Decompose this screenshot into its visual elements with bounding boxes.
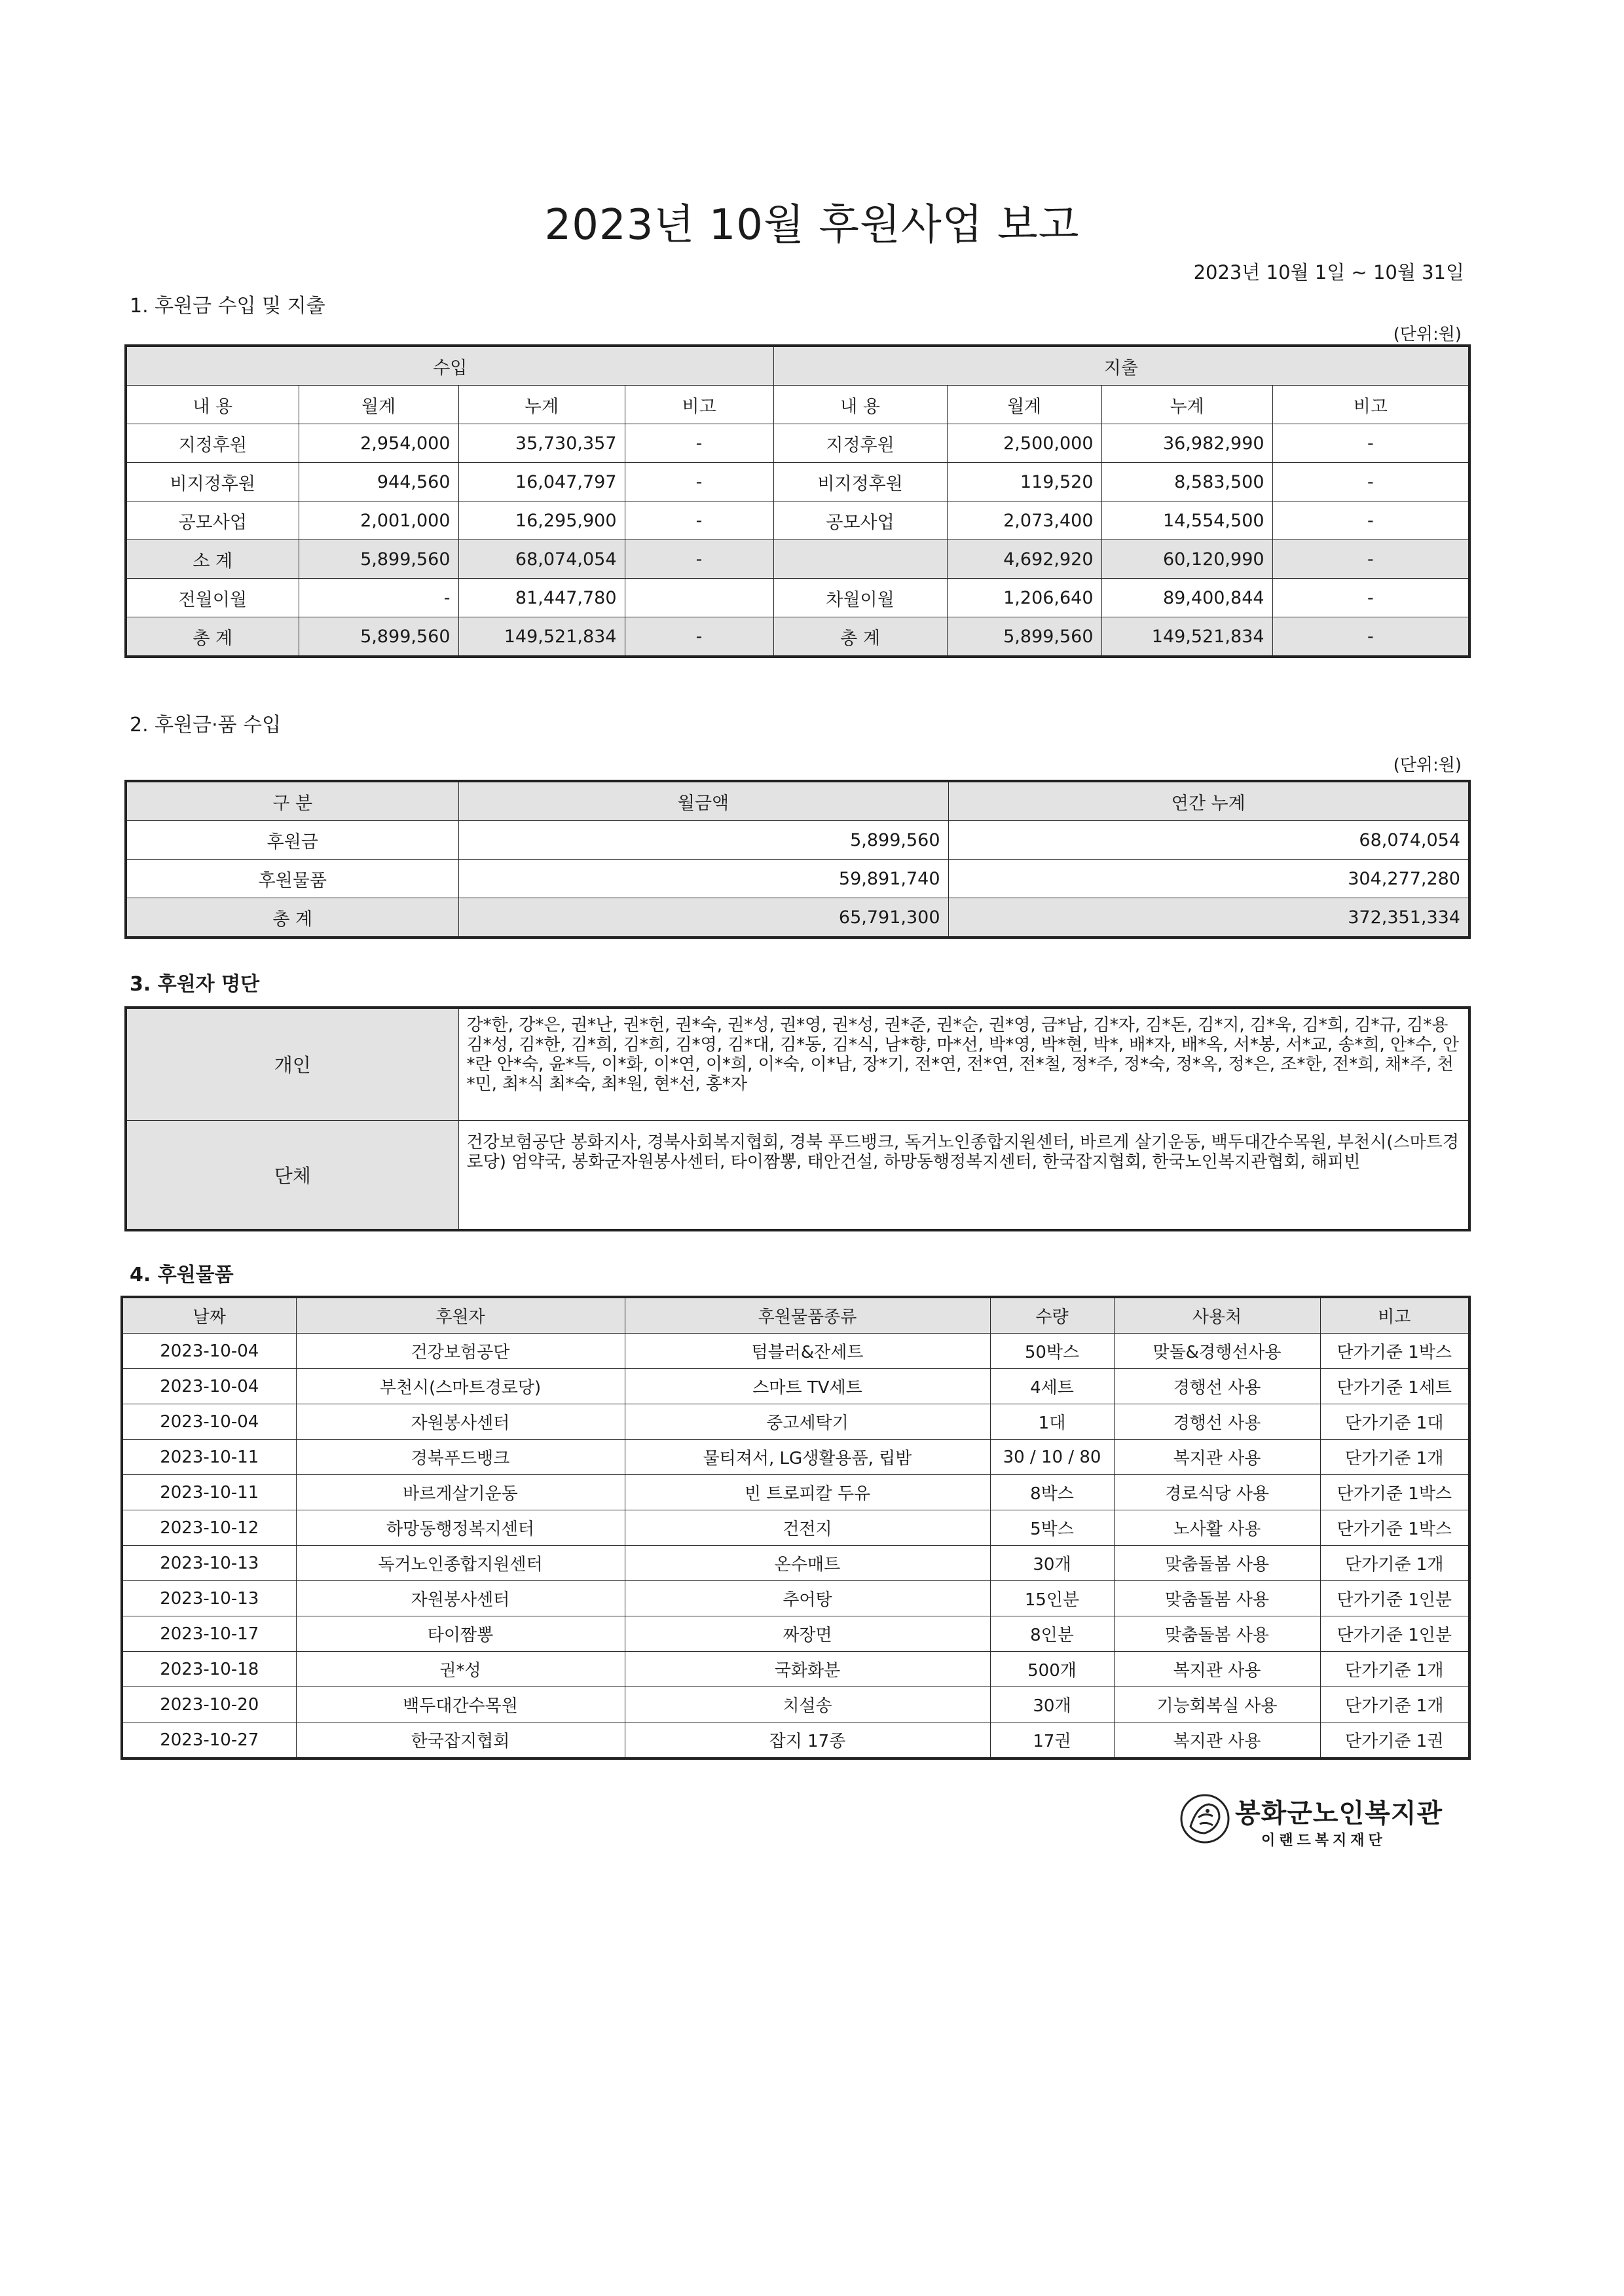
table-cell: 50박스 bbox=[990, 1334, 1114, 1369]
table-cell: 후원금 bbox=[126, 821, 458, 860]
table-row bbox=[122, 1722, 1469, 1759]
table-cell: 단가기준 1인분 bbox=[1320, 1581, 1469, 1616]
table-cell: 944,560 bbox=[299, 463, 458, 501]
table-cell: 4,692,920 bbox=[947, 540, 1101, 579]
section2-unit: (단위:원) bbox=[1393, 756, 1462, 775]
table-cell: 맞춤돌봄 사용 bbox=[1114, 1581, 1320, 1616]
table-cell: 단가기준 1박스 bbox=[1320, 1510, 1469, 1546]
donation-summary-table bbox=[124, 780, 1471, 939]
table-row bbox=[126, 463, 1469, 501]
table-cell: 5,899,560 bbox=[299, 540, 458, 579]
table-cell: 2,500,000 bbox=[947, 424, 1101, 463]
column-header: 월계 bbox=[947, 386, 1101, 424]
column-header: 월계 bbox=[299, 386, 458, 424]
table-cell: 2,073,400 bbox=[947, 501, 1101, 540]
table-cell: - bbox=[625, 424, 773, 463]
table-cell: 단가기준 1권 bbox=[1320, 1722, 1469, 1759]
group-donor-names: 건강보험공단 봉화지사, 경북사회복지협회, 경북 푸드뱅크, 독거노인종합지원센터, 바르게 살기운동, 백두대간수목원, 부천시(스마트경로당) 엄약국, 봉화군자원봉사센터, 타이짬뽕, 태안건설, 하망동행정복지센터, 한국잡지협회, 한국노인복지관협회, 해피빈 bbox=[458, 1120, 1469, 1230]
table-cell: 맞춤돌봄 사용 bbox=[1114, 1546, 1320, 1581]
table-cell: - bbox=[1272, 540, 1469, 579]
table-cell: 68,074,054 bbox=[948, 821, 1469, 860]
table-cell: 경행선 사용 bbox=[1114, 1404, 1320, 1440]
table-cell: 치설송 bbox=[625, 1687, 990, 1722]
table-cell: 119,520 bbox=[947, 463, 1101, 501]
table-cell: 60,120,990 bbox=[1101, 540, 1272, 579]
table-row bbox=[122, 1440, 1469, 1475]
table-cell: - bbox=[625, 501, 773, 540]
table-cell: 2023-10-13 bbox=[122, 1581, 296, 1616]
table-cell: 8인분 bbox=[990, 1616, 1114, 1652]
table-cell: 149,521,834 bbox=[1101, 617, 1272, 657]
table-row bbox=[122, 1652, 1469, 1687]
table-cell: 2023-10-13 bbox=[122, 1546, 296, 1581]
table-row bbox=[126, 424, 1469, 463]
table-cell: 총 계 bbox=[126, 617, 299, 657]
column-header: 비고 bbox=[625, 386, 773, 424]
column-header: 월금액 bbox=[458, 781, 948, 821]
section2-heading: 2. 후원금·품 수입 bbox=[130, 714, 282, 737]
section3-heading: 3. 후원자 명단 bbox=[130, 973, 260, 996]
column-header: 수량 bbox=[990, 1297, 1114, 1334]
table-cell: 17권 bbox=[990, 1722, 1114, 1759]
column-header: 내 용 bbox=[126, 386, 299, 424]
table-cell: - bbox=[625, 617, 773, 657]
table-cell: 2023-10-18 bbox=[122, 1652, 296, 1687]
table-cell: 2023-10-11 bbox=[122, 1440, 296, 1475]
table-cell: 후원물품 bbox=[126, 860, 458, 898]
table-cell: 2,001,000 bbox=[299, 501, 458, 540]
table-cell: 총 계 bbox=[773, 617, 947, 657]
section1-unit: (단위:원) bbox=[1393, 325, 1462, 344]
table-cell: 맞돌&경행선사용 bbox=[1114, 1334, 1320, 1369]
table-cell: 경행선 사용 bbox=[1114, 1369, 1320, 1404]
table-cell: 단가기준 1개 bbox=[1320, 1546, 1469, 1581]
table-cell: 스마트 TV세트 bbox=[625, 1369, 990, 1404]
table-cell: 89,400,844 bbox=[1101, 579, 1272, 617]
table-cell: 복지관 사용 bbox=[1114, 1722, 1320, 1759]
table-row bbox=[122, 1510, 1469, 1546]
table-cell: 1대 bbox=[990, 1404, 1114, 1440]
table-row bbox=[122, 1404, 1469, 1440]
seal-logo-icon bbox=[1179, 1793, 1231, 1846]
table-cell: 물티져서, LG생활용품, 립밤 bbox=[625, 1440, 990, 1475]
column-header: 누계 bbox=[458, 386, 625, 424]
table-cell: 단가기준 1개 bbox=[1320, 1687, 1469, 1722]
table-cell: 잡지 17종 bbox=[625, 1722, 990, 1759]
column-header: 내 용 bbox=[773, 386, 947, 424]
table-cell: 권*성 bbox=[296, 1652, 625, 1687]
table-cell: - bbox=[1272, 501, 1469, 540]
table-cell: 건강보험공단 bbox=[296, 1334, 625, 1369]
table-cell: - bbox=[625, 540, 773, 579]
table-cell: 2023-10-27 bbox=[122, 1722, 296, 1759]
table-cell: 149,521,834 bbox=[458, 617, 625, 657]
organization-name: 봉화군노인복지관 bbox=[1235, 1798, 1443, 1829]
table-cell: 81,447,780 bbox=[458, 579, 625, 617]
table-cell: 16,047,797 bbox=[458, 463, 625, 501]
column-header: 비고 bbox=[1272, 386, 1469, 424]
table-row bbox=[122, 1581, 1469, 1616]
table-cell: 2023-10-11 bbox=[122, 1475, 296, 1510]
column-header: 연간 누계 bbox=[948, 781, 1469, 821]
table-cell: 경북푸드뱅크 bbox=[296, 1440, 625, 1475]
donated-goods-table bbox=[120, 1296, 1471, 1760]
table-cell: 8,583,500 bbox=[1101, 463, 1272, 501]
table-cell: 온수매트 bbox=[625, 1546, 990, 1581]
table-cell: - bbox=[1272, 617, 1469, 657]
table-cell: 타이짬뽕 bbox=[296, 1616, 625, 1652]
table-cell: - bbox=[1272, 579, 1469, 617]
table-cell: 지정후원 bbox=[773, 424, 947, 463]
table-row bbox=[126, 860, 1469, 898]
table-cell: 짜장면 bbox=[625, 1616, 990, 1652]
column-header: 구 분 bbox=[126, 781, 458, 821]
table-cell: 500개 bbox=[990, 1652, 1114, 1687]
table-cell: 2023-10-04 bbox=[122, 1404, 296, 1440]
table-cell: - bbox=[299, 579, 458, 617]
table-cell: 지정후원 bbox=[126, 424, 299, 463]
table-cell: 30개 bbox=[990, 1687, 1114, 1722]
table-cell: 5,899,560 bbox=[299, 617, 458, 657]
total-row bbox=[126, 617, 1469, 657]
table-cell: 2023-10-12 bbox=[122, 1510, 296, 1546]
table-cell: - bbox=[625, 463, 773, 501]
table-cell bbox=[773, 540, 947, 579]
expense-header: 지출 bbox=[773, 346, 1469, 386]
table-cell: 바르게살기운동 bbox=[296, 1475, 625, 1510]
table-cell: 중고세탁기 bbox=[625, 1404, 990, 1440]
total-row bbox=[126, 898, 1469, 938]
table-cell: 30개 bbox=[990, 1546, 1114, 1581]
page-title: 2023년 10월 후원사업 보고 bbox=[544, 201, 1080, 249]
table-cell: - bbox=[1272, 424, 1469, 463]
table-row bbox=[122, 1687, 1469, 1722]
report-period: 2023년 10월 1일 ~ 10월 31일 bbox=[1193, 261, 1464, 283]
table-cell: 2023-10-20 bbox=[122, 1687, 296, 1722]
table-cell: 부천시(스마트경로당) bbox=[296, 1369, 625, 1404]
table-cell: 단가기준 1인분 bbox=[1320, 1616, 1469, 1652]
table-cell: 2023-10-04 bbox=[122, 1334, 296, 1369]
table-row bbox=[122, 1369, 1469, 1404]
section4-heading: 4. 후원물품 bbox=[130, 1264, 234, 1286]
table-cell: 단가기준 1개 bbox=[1320, 1652, 1469, 1687]
table-cell: 304,277,280 bbox=[948, 860, 1469, 898]
table-cell: 35,730,357 bbox=[458, 424, 625, 463]
column-header: 비고 bbox=[1320, 1297, 1469, 1334]
table-row bbox=[126, 821, 1469, 860]
table-cell: 단가기준 1세트 bbox=[1320, 1369, 1469, 1404]
table-cell: 전월이월 bbox=[126, 579, 299, 617]
organization-foundation: 이랜드복지재단 bbox=[1261, 1832, 1386, 1849]
table-cell: 36,982,990 bbox=[1101, 424, 1272, 463]
table-cell: 복지관 사용 bbox=[1114, 1652, 1320, 1687]
table-cell: 5박스 bbox=[990, 1510, 1114, 1546]
table-cell: 독거노인종합지원센터 bbox=[296, 1546, 625, 1581]
table-cell: 65,791,300 bbox=[458, 898, 948, 938]
table-cell: 2023-10-17 bbox=[122, 1616, 296, 1652]
table-cell: 빈 트로피칼 두유 bbox=[625, 1475, 990, 1510]
table-cell: 1,206,640 bbox=[947, 579, 1101, 617]
table-row bbox=[122, 1616, 1469, 1652]
table-cell: - bbox=[1272, 463, 1469, 501]
table-cell: 30 / 10 / 80 bbox=[990, 1440, 1114, 1475]
table-cell: 경로식당 사용 bbox=[1114, 1475, 1320, 1510]
table-cell: 68,074,054 bbox=[458, 540, 625, 579]
table-cell: 국화화분 bbox=[625, 1652, 990, 1687]
table-cell: 백두대간수목원 bbox=[296, 1687, 625, 1722]
table-cell: 16,295,900 bbox=[458, 501, 625, 540]
table-cell: 맞춤돌봄 사용 bbox=[1114, 1616, 1320, 1652]
table-cell: 텀블러&잔세트 bbox=[625, 1334, 990, 1369]
table-cell: 단가기준 1박스 bbox=[1320, 1475, 1469, 1510]
table-cell: 노사활 사용 bbox=[1114, 1510, 1320, 1546]
table-cell: 14,554,500 bbox=[1101, 501, 1272, 540]
table-cell: 단가기준 1대 bbox=[1320, 1404, 1469, 1440]
individual-donor-names: 강*한, 강*은, 권*난, 권*헌, 권*숙, 권*성, 권*영, 권*성, 권*준, 권*순, 권*영, 금*남, 김*자, 김*돈, 김*지, 김*욱, 김*희, 김*규, 김*용 김*성, 김*한, 김*희, 김*희, 김*영, 김*대, 김*동, 김*식, 남*향, 마*선, 박*영, 박*현, 박*, 배*자, 배*옥, 서*봉, 서*교, 송*희, 안*수, 안*란 안*숙, 윤*득, 이*화, 이*연, 이*희, 이*숙, 이*남, 장*기, 전*연, 전*연, 전*철, 정*주, 정*숙, 정*옥, 정*은, 조*한, 전*희, 채*주, 천*민, 최*식 최*숙, 최*원, 현*선, 홍*자 bbox=[458, 1008, 1469, 1120]
table-cell: 372,351,334 bbox=[948, 898, 1469, 938]
column-header: 후원자 bbox=[296, 1297, 625, 1334]
column-header: 날짜 bbox=[122, 1297, 296, 1334]
table-row bbox=[126, 579, 1469, 617]
table-row bbox=[122, 1475, 1469, 1510]
table-row bbox=[122, 1334, 1469, 1369]
column-header: 누계 bbox=[1101, 386, 1272, 424]
table-cell: 2,954,000 bbox=[299, 424, 458, 463]
table-cell: 자원봉사센터 bbox=[296, 1581, 625, 1616]
table-cell: 복지관 사용 bbox=[1114, 1440, 1320, 1475]
income-expense-table bbox=[124, 344, 1471, 658]
table-cell: 비지정후원 bbox=[126, 463, 299, 501]
table-cell: 차월이월 bbox=[773, 579, 947, 617]
group-label: 단체 bbox=[126, 1120, 458, 1230]
table-cell: 비지정후원 bbox=[773, 463, 947, 501]
table-cell: 기능회복실 사용 bbox=[1114, 1687, 1320, 1722]
table-cell: 건전지 bbox=[625, 1510, 990, 1546]
table-cell: 소 계 bbox=[126, 540, 299, 579]
table-cell: 2023-10-04 bbox=[122, 1369, 296, 1404]
table-cell bbox=[625, 579, 773, 617]
table-cell: 5,899,560 bbox=[458, 821, 948, 860]
table-cell: 59,891,740 bbox=[458, 860, 948, 898]
individual-label: 개인 bbox=[126, 1008, 458, 1120]
table-cell: 하망동행정복지센터 bbox=[296, 1510, 625, 1546]
table-cell: 4세트 bbox=[990, 1369, 1114, 1404]
table-cell: 추어탕 bbox=[625, 1581, 990, 1616]
table-cell: 공모사업 bbox=[773, 501, 947, 540]
section1-heading: 1. 후원금 수입 및 지출 bbox=[130, 295, 325, 318]
income-header: 수입 bbox=[126, 346, 773, 386]
table-cell: 5,899,560 bbox=[947, 617, 1101, 657]
column-header: 후원물품종류 bbox=[625, 1297, 990, 1334]
table-cell: 단가기준 1박스 bbox=[1320, 1334, 1469, 1369]
table-cell: 8박스 bbox=[990, 1475, 1114, 1510]
subtotal-row bbox=[126, 540, 1469, 579]
column-header: 사용처 bbox=[1114, 1297, 1320, 1334]
table-cell: 단가기준 1개 bbox=[1320, 1440, 1469, 1475]
table-row bbox=[122, 1546, 1469, 1581]
table-cell: 한국잡지협회 bbox=[296, 1722, 625, 1759]
table-cell: 공모사업 bbox=[126, 501, 299, 540]
table-cell: 자원봉사센터 bbox=[296, 1404, 625, 1440]
table-cell: 15인분 bbox=[990, 1581, 1114, 1616]
table-row bbox=[126, 501, 1469, 540]
donor-list-table bbox=[124, 1006, 1471, 1231]
table-cell: 총 계 bbox=[126, 898, 458, 938]
